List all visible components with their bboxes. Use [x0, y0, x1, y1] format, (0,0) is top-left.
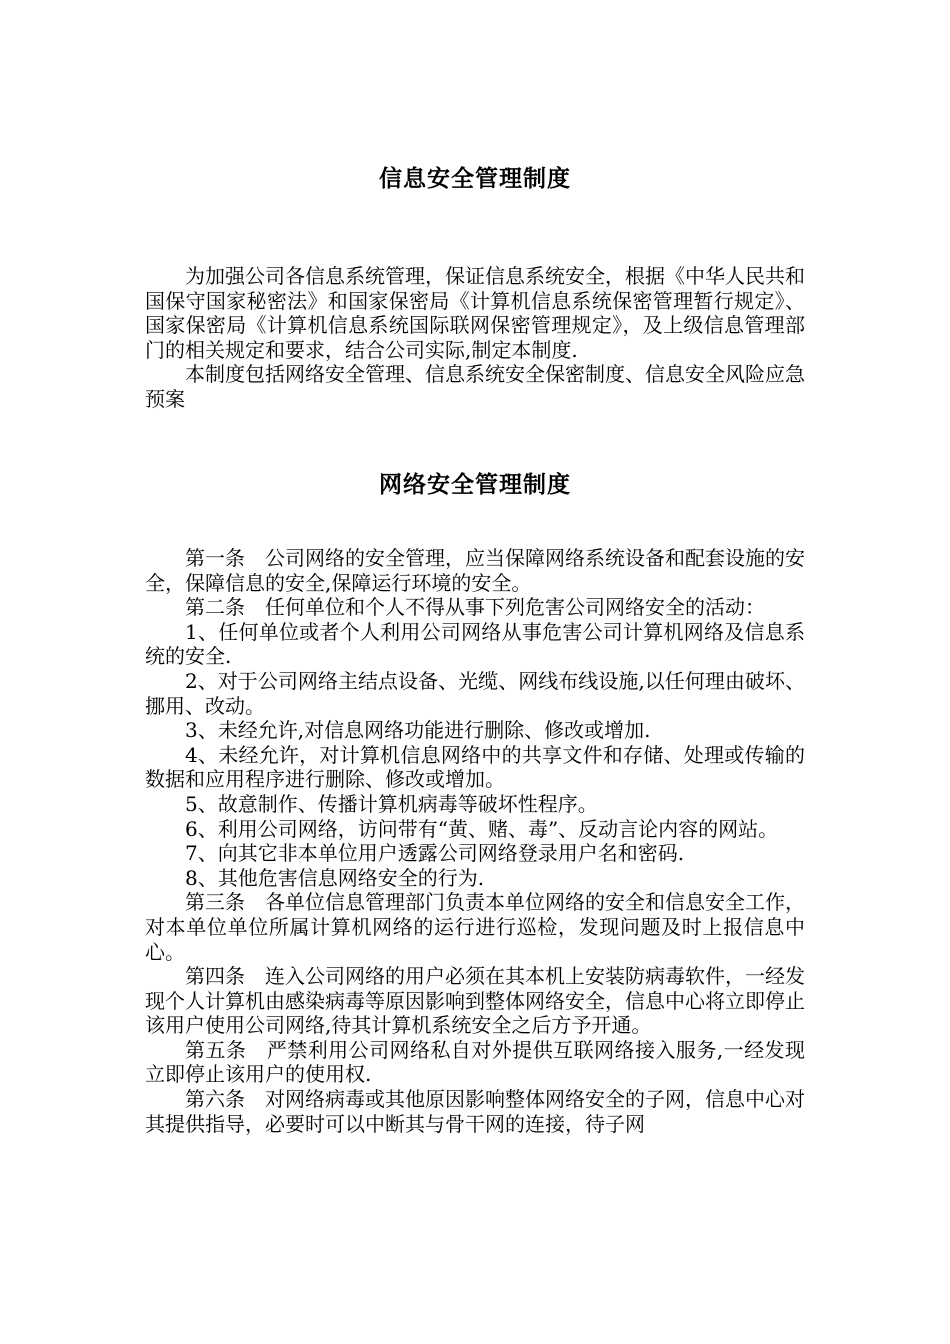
article-item: 5、故意制作、传播计算机病毒等破坏性程序。	[185, 791, 598, 816]
article-item: 1、任何单位或者个人利用公司网络从事危害公司计算机网络及信息系统的安全.	[145, 619, 805, 669]
article-item: 8、其他危害信息网络安全的行为.	[185, 865, 485, 890]
section-title: 网络安全管理制度	[379, 471, 571, 498]
articles-section	[145, 546, 805, 1136]
article-paragraph: 第三条 各单位信息管理部门负责本单位网络的安全和信息安全工作，对本单位单位所属计算机网络的运行进行巡检，发现问题及时上报信息中心。	[145, 890, 805, 964]
article-item: 4、未经允许，对计算机信息网络中的共享文件和存储、处理或传输的数据和应用程序进行删除、修改或增加。	[145, 742, 805, 792]
article-item: 6、利用公司网络，访问带有“黄、赌、毒”、反动言论内容的网站。	[185, 816, 779, 841]
article-paragraph: 第二条 任何单位和个人不得从事下列危害公司网络安全的活动：	[185, 595, 765, 620]
document-title: 信息安全管理制度	[379, 165, 571, 192]
article-paragraph: 第四条 连入公司网络的用户必须在其本机上安装防病毒软件，一经发现个人计算机由感染病毒等原因影响到整体网络安全，信息中心将立即停止该用户使用公司网络,待其计算机系统安全之后方予开通。	[145, 964, 805, 1038]
article-item: 7、向其它非本单位用户透露公司网络登录用户名和密码.	[185, 841, 685, 866]
intro-paragraph: 本制度包括网络安全管理、信息系统安全保密制度、信息安全风险应急预案	[145, 362, 805, 411]
article-item: 3、未经允许,对信息网络功能进行删除、修改或增加.	[185, 718, 651, 743]
article-paragraph: 第一条 公司网络的安全管理，应当保障网络系统设备和配套设施的安全，保障信息的安全,保障运行环境的安全。	[145, 546, 805, 595]
intro-paragraph: 为加强公司各信息系统管理，保证信息系统安全，根据《中华人民共和国保守国家秘密法》和国家保密局《计算机信息系统保密管理暂行规定》、国家保密局《计算机信息系统国际联网保密管理规定》，及上级信息管理部门的相关规定和要求，结合公司实际,制定本制度.	[145, 264, 805, 362]
article-item: 2、对于公司网络主结点设备、光缆、网线布线设施,以任何理由破坏、挪用、改动。	[145, 668, 805, 718]
intro-section	[145, 264, 805, 412]
article-paragraph: 第六条 对网络病毒或其他原因影响整体网络安全的子网，信息中心对其提供指导，必要时可以中断其与骨干网的连接，待子网	[145, 1087, 805, 1136]
article-paragraph: 第五条 严禁利用公司网络私自对外提供互联网络接入服务,一经发现立即停止该用户的使用权.	[145, 1037, 805, 1087]
